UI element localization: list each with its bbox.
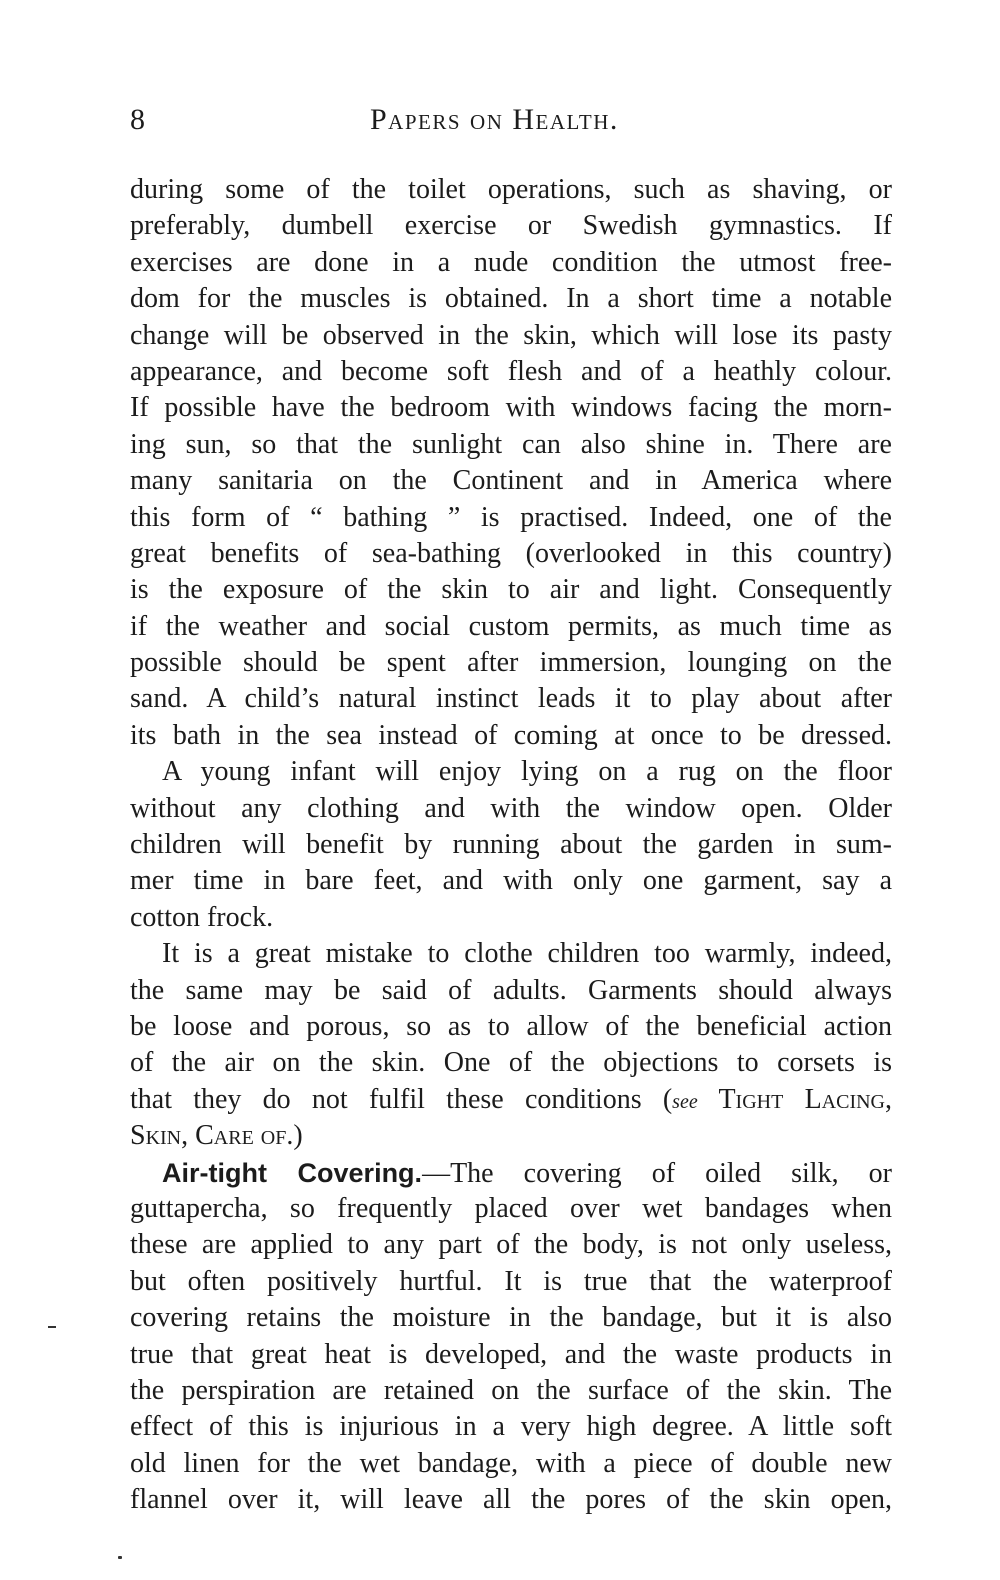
text-line: many sanitaria on the Continent and in America where: [130, 465, 892, 497]
text-line: this form of “ bathing ” is practised. Indeed, one of the: [130, 501, 892, 533]
body-text: [130, 172, 892, 1518]
text-line: It is a great mistake to clothe children too warmly, indeed,: [162, 938, 892, 970]
text-line: of the air on the skin. One of the objections to corsets is: [130, 1047, 892, 1079]
text-line: without any clothing and with the window open. Older: [130, 792, 892, 824]
text-line: preferably, dumbell exercise or Swedish gymnastics. If: [130, 210, 892, 242]
text-line: cotton frock.: [130, 901, 274, 933]
text-line: if the weather and social custom permits, as much time as: [130, 610, 892, 642]
text-line: its bath in the sea instead of coming at once to be dressed.: [130, 719, 892, 751]
text-line: appearance, and become soft flesh and of a heathly colour.: [130, 355, 892, 387]
text-line: effect of this is injurious in a very high degree. A little soft: [130, 1411, 892, 1443]
text-line: the perspiration are retained on the surface of the skin. The: [130, 1374, 892, 1406]
text-line: old linen for the wet bandage, with a piece of double new: [130, 1447, 892, 1479]
text-line: but often positively hurtful. It is true that the waterproof: [130, 1265, 892, 1297]
text-line: true that great heat is developed, and the waste products in: [130, 1338, 892, 1370]
text-line: is the exposure of the skin to air and light. Consequently: [130, 574, 892, 606]
text-line: A young infant will enjoy lying on a rug on the floor: [162, 756, 892, 788]
running-title: Papers on Health.: [370, 103, 619, 136]
cross-reference-tight-lacing: Tight Lacing,: [697, 1083, 892, 1115]
text-line: [130, 1082, 892, 1118]
text-line: possible should be spent after immersion, lounging on the: [130, 647, 892, 679]
text-line: change will be observed in the skin, which will lose its pasty: [130, 319, 892, 351]
cross-reference-skin-care: Skin, Care of.: [130, 1120, 294, 1152]
text-line: dom for the muscles is obtained. In a short time a notable: [130, 283, 892, 315]
text-line: guttapercha, so frequently placed over wet bandages when: [130, 1192, 892, 1224]
text-line: these are applied to any part of the body, is not only useless,: [130, 1229, 892, 1261]
section-headword: Air-tight Covering.: [162, 1157, 423, 1188]
page-number: 8: [130, 103, 145, 136]
text-line: great benefits of sea-bathing (overlooked in this country): [130, 537, 892, 569]
corset-text: that they do not fulfil these conditions (: [130, 1083, 673, 1115]
text-line: children will benefit by running about the garden in sum-: [130, 829, 892, 861]
text-line: mer time in bare feet, and with only one garment, say a: [130, 865, 892, 897]
page-header: [130, 98, 892, 142]
margin-dash: [48, 1326, 56, 1328]
text-line: [130, 1118, 892, 1154]
text-line: covering retains the moisture in the bandage, but it is also: [130, 1302, 892, 1334]
text-line: be loose and porous, so as to allow of the beneficial action: [130, 1010, 892, 1042]
text-line: If possible have the bedroom with windows facing the morn-: [130, 392, 892, 424]
closing-paren: ): [293, 1120, 303, 1152]
print-speck: [118, 1556, 122, 1559]
text-line: during some of the toilet operations, such as shaving, or: [130, 174, 892, 205]
section-first-line: [130, 1155, 892, 1191]
text-line: the same may be said of adults. Garments should always: [130, 974, 892, 1006]
text-line: sand. A child’s natural instinct leads it to play about after: [130, 683, 892, 715]
section-text: —The covering of oiled silk, or: [422, 1157, 892, 1189]
see-reference: see: [672, 1090, 698, 1113]
text-line: ing sun, so that the sunlight can also shine in. There are: [130, 428, 892, 460]
text-line: flannel over it, will leave all the pores of the skin open,: [130, 1484, 892, 1516]
text-line: exercises are done in a nude condition the utmost free-: [130, 246, 892, 278]
